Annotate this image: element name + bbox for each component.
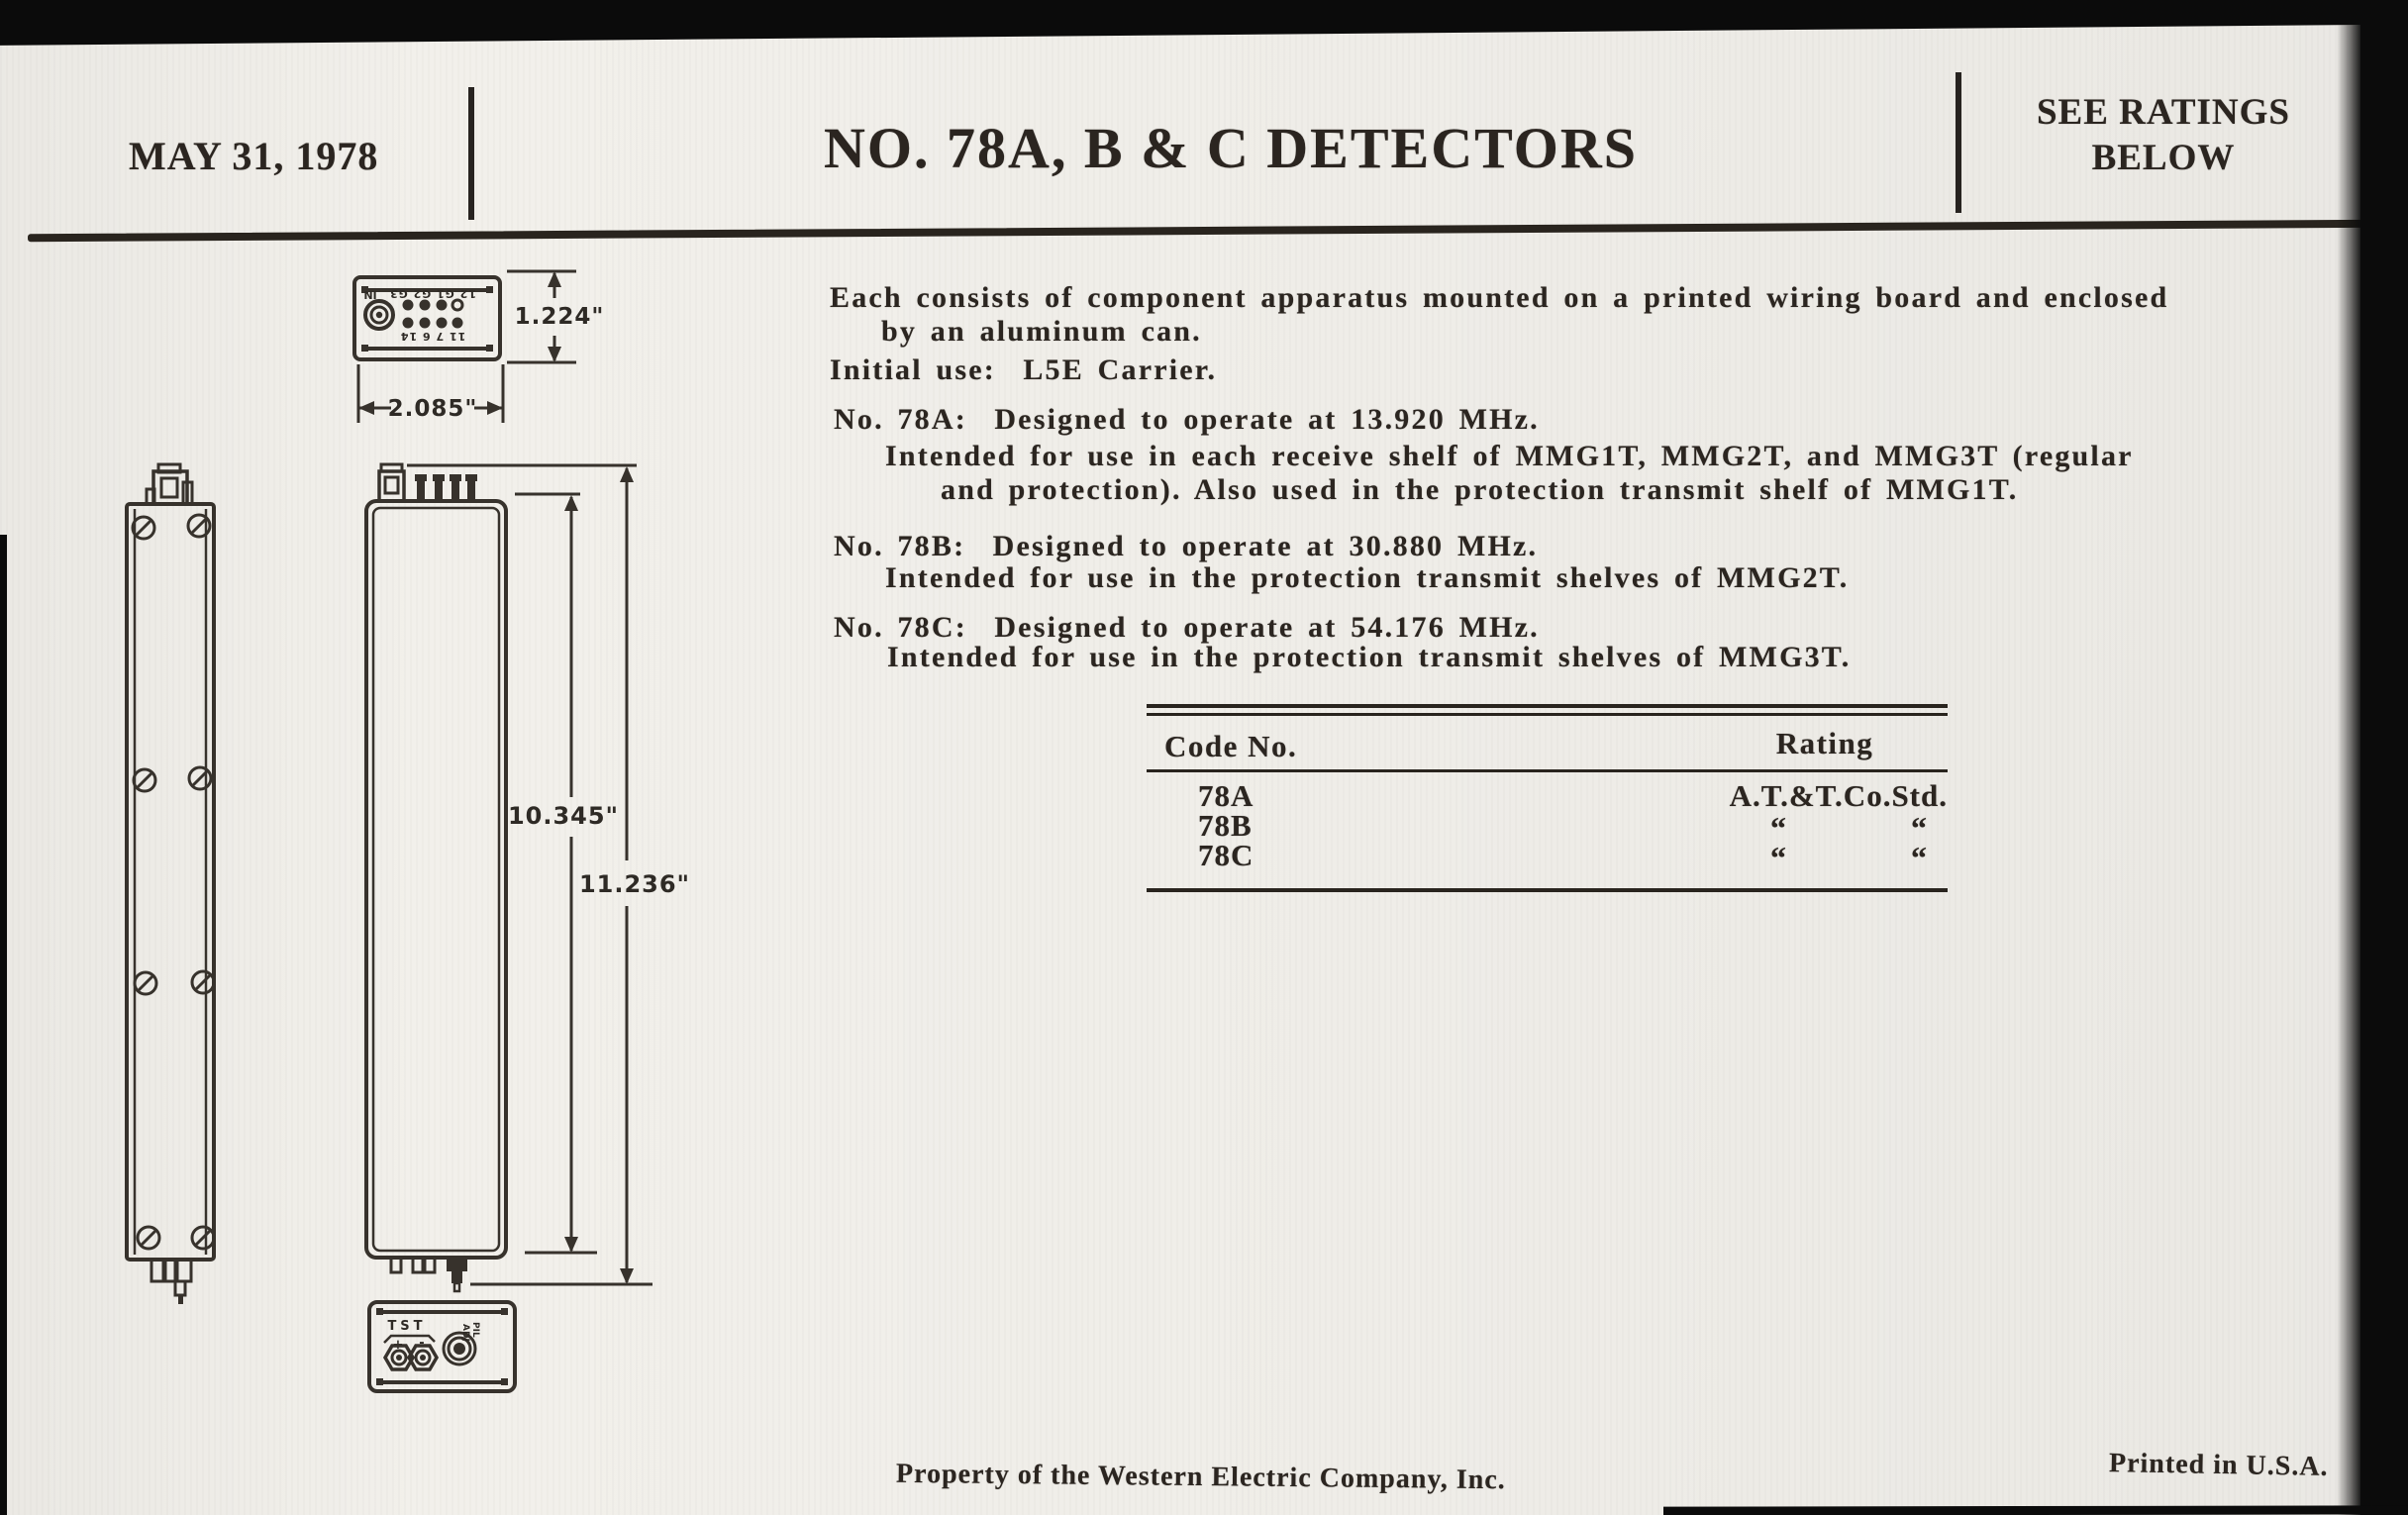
header-rule: [28, 220, 2384, 243]
scan-edge-left: [0, 535, 7, 1515]
side-view-drawing: [127, 464, 214, 1304]
plus-label: +: [392, 1338, 404, 1353]
scan-edge-bottom-right: [1663, 1505, 2408, 1515]
front-view-drawing: [366, 464, 506, 1291]
dimension-can-height: [507, 271, 604, 362]
item-78a-line-2: Intended for use in each receive shelf of MMG1T, MMG2T, and MMG3T (regular: [885, 440, 2134, 472]
table-top-rule-2: [1147, 713, 1948, 716]
top-view-drawing: [354, 277, 500, 359]
pin-field: [403, 300, 463, 329]
body-line-2: by an aluminum can.: [881, 315, 1202, 348]
scan-edge-right: [2360, 0, 2408, 1515]
item-78b-line-1: No. 78B: Designed to operate at 30.880 MHz.: [834, 530, 1539, 562]
property-note: Property of the Western Electric Company, Inc.: [895, 1458, 1506, 1496]
minus-label: -: [419, 1336, 425, 1351]
dim-overall-height-label: 11.236": [578, 870, 691, 898]
item-78c-line-1: No. 78C: Designed to operate at 54.176 MHz.: [834, 611, 1540, 644]
ratings-note-line1: SEE RATINGS: [2036, 92, 2291, 133]
initial-use-line: Initial use: L5E Carrier.: [830, 354, 1218, 386]
item-78a-line-1: No. 78A: Designed to operate at 13.920 MHz.: [834, 403, 1540, 436]
table-header-rating: Rating: [1775, 726, 1874, 760]
dim-can-width-label: 2.085": [387, 396, 478, 422]
table-ditto-78b-right: “: [1911, 810, 1927, 846]
table-ditto-78c-left: “: [1770, 840, 1786, 875]
table-rating-78a: A.T.&T.Co.Std.: [1729, 778, 1948, 813]
table-code-78b: 78B: [1198, 808, 1253, 843]
scan-edge-top: [0, 0, 2408, 46]
table-code-78a: 78A: [1198, 778, 1254, 813]
bottom-view-drawing: [369, 1302, 515, 1391]
body-line-1: Each consists of component apparatus mounted on a printed wiring board and enclosed: [830, 281, 2169, 314]
pin-labels-row1: 12 G1 G2 G3: [389, 287, 476, 300]
table-code-78c: 78C: [1198, 838, 1254, 872]
dim-body-height-label: 10.345": [507, 802, 620, 830]
pin-label-in: IN: [363, 288, 377, 301]
scan-edge-right-fade: [2337, 0, 2362, 1515]
dimension-overall-height: [407, 465, 690, 1284]
table-header-code: Code No.: [1164, 729, 1298, 763]
header-divider-right: [1956, 72, 1961, 213]
item-78c-line-2: Intended for use in the protection transmit shelves of MMG3T.: [887, 641, 1852, 673]
pil-label: PIL: [470, 1322, 480, 1338]
printed-note: Printed in U.S.A.: [2108, 1448, 2329, 1482]
header-divider-left: [468, 87, 474, 220]
item-78b-line-2: Intended for use in the protection transmit shelves of MMG2T.: [885, 561, 1850, 594]
dim-can-height-label: 1.224": [514, 304, 605, 330]
tst-label: TST: [387, 1319, 427, 1334]
table-top-rule-1: [1147, 704, 1948, 708]
issue-date: MAY 31, 1978: [129, 134, 379, 178]
coax-connector-icon: [365, 301, 393, 329]
adj-label: ADJ: [460, 1324, 470, 1342]
table-bottom-rule: [1147, 888, 1948, 892]
detector-drawings: [59, 252, 713, 1470]
pin-labels-row2: 11 7 6 14: [399, 330, 466, 343]
table-ditto-78c-right: “: [1911, 840, 1927, 875]
top-pins: [415, 474, 477, 501]
dimension-can-width: [358, 364, 503, 423]
page-title: NO. 78A, B & C DETECTORS: [824, 116, 1638, 180]
ratings-note-line2: BELOW: [2091, 138, 2236, 178]
screw-icons: [133, 515, 214, 1249]
table-ditto-78b-left: “: [1770, 810, 1786, 846]
table-header-rule: [1147, 769, 1948, 772]
item-78a-line-3: and protection). Also used in the protection transmit shelf of MMG1T.: [941, 473, 2019, 506]
ratings-table: [1147, 698, 1948, 896]
